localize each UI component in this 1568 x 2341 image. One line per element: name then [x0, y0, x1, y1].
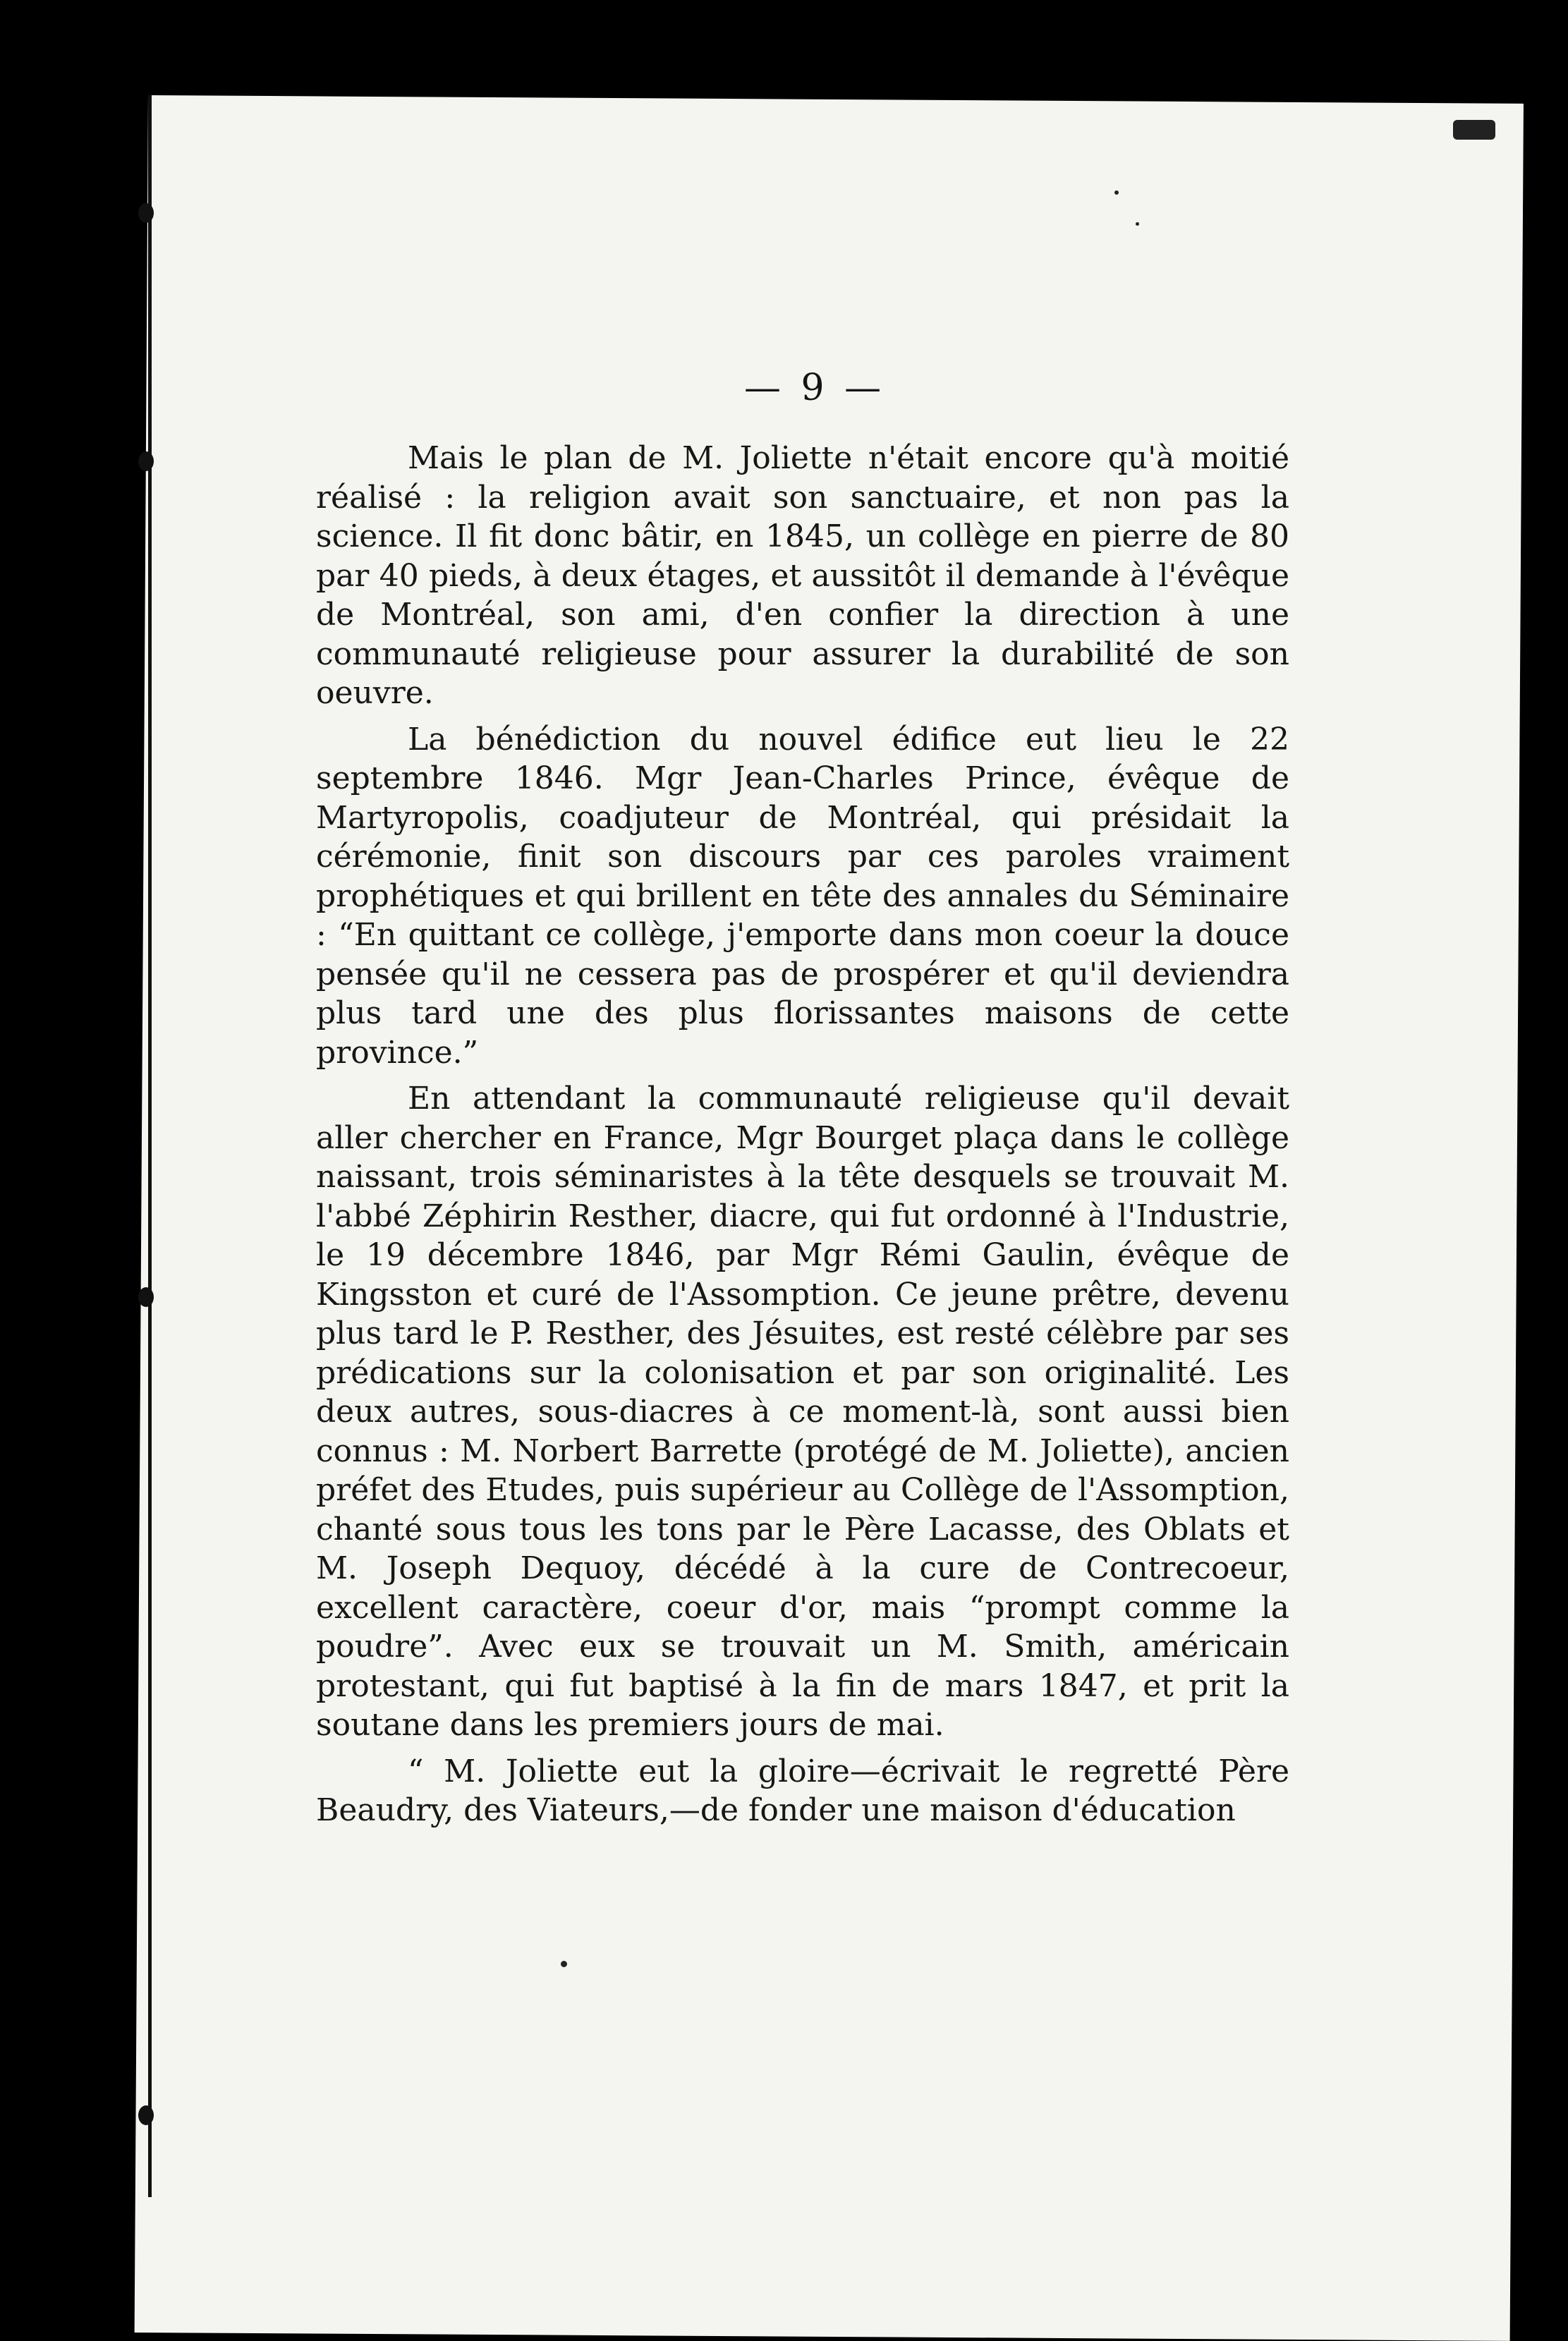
speck — [1114, 190, 1119, 195]
paragraph: La bénédiction du nouvel édifice eut lieu le 22 septembre 1846. Mgr Jean-Charles Prince, évêque de Martyropolis, coadjuteur de Montréal, qui présidait la cérémonie, finit son discours par ces paroles vraiment prophétiques et qui brillent en tête des annales du Séminaire : “En quittant ce collège, j'emporte dans mon coeur la douce pensée qu'il ne cessera pas de prospérer et qu'il deviendra plus tard une des plus florissantes maisons de cette province.” — [316, 721, 1289, 1071]
page-gutter-edge — [148, 95, 152, 2197]
body-text — [316, 439, 1289, 1837]
binding-mark — [138, 1287, 154, 1307]
paragraph: “ M. Joliette eut la gloire—écrivait le regretté Père Beaudry, des Viateurs,—de fonder une maison d'éducation — [316, 1753, 1289, 1828]
binding-mark — [138, 2105, 154, 2125]
speck — [1136, 222, 1139, 226]
speck — [561, 1961, 567, 1967]
scan-corner-mark — [1453, 120, 1495, 140]
binding-mark — [138, 451, 154, 471]
page-number: — 9 — — [744, 367, 886, 409]
paragraph: Mais le plan de M. Joliette n'était encore qu'à moitié réalisé : la religion avait son sanctuaire, et non pas la science. Il fit donc bâtir, en 1845, un collège en pierre de 80 par 40 pieds, à deux étages, et aussitôt il demande à l'évêque de Montréal, son ami, d'en confier la direction à une communauté religieuse pour assurer la durabilité de son oeuvre. — [316, 440, 1289, 711]
binding-mark — [138, 203, 154, 223]
paragraph: En attendant la communauté religieuse qu'il devait aller chercher en France, Mgr Bourget plaça dans le collège naissant, trois séminaristes à la tête desquels se trouvait M. l'abbé Zéphirin Resther, diacre, qui fut ordonné à l'Industrie, le 19 décembre 1846, par Mgr Rémi Gaulin, évêque de Kingsston et curé de l'Assomption. Ce jeune prêtre, devenu plus tard le P. Resther, des Jésuites, est resté célèbre par ses prédications sur la colonisation et par son originalité. Les deux autres, sous-diacres à ce moment-là, sont aussi bien connus : M. Norbert Barrette (protégé de M. Joliette), ancien préfet des Etudes, puis supérieur au Collège de l'Assomption, chanté sous tous les tons par le Père Lacasse, des Oblats et M. Joseph Dequoy, décédé à la cure de Contrecoeur, excellent caractère, coeur d'or, mais “prompt comme la poudre”. Avec eux se trouvait un M. Smith, américain protestant, qui fut baptisé à la fin de mars 1847, et prit la soutane dans les premiers jours de mai. — [316, 1081, 1289, 1743]
